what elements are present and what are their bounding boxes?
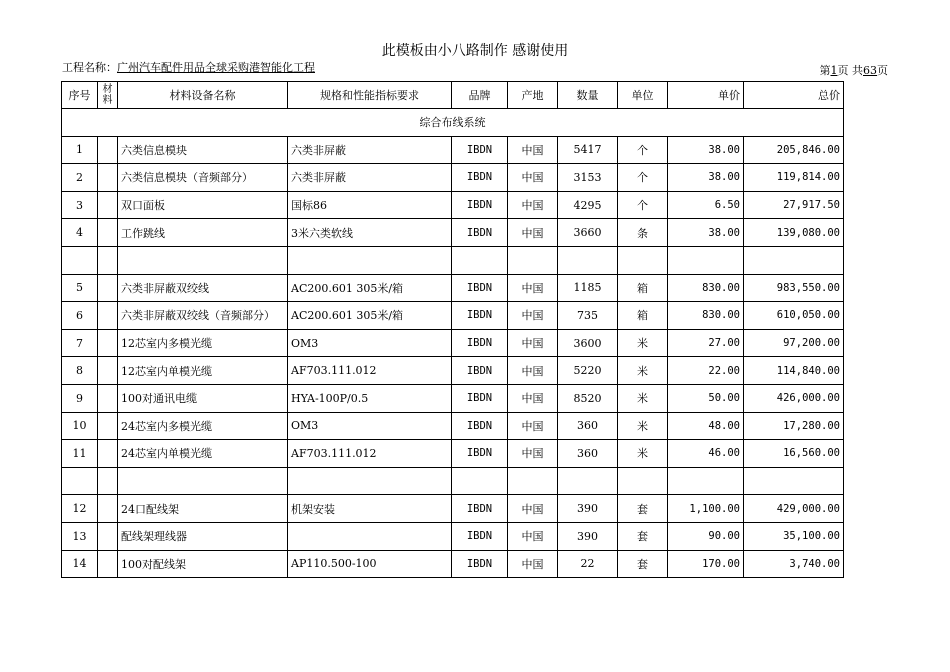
cell-qty: 360 bbox=[558, 440, 618, 468]
cell-name: 六类非屏蔽双绞线 bbox=[118, 274, 288, 302]
cell-unit-price: 830.00 bbox=[668, 302, 744, 330]
cell-spec bbox=[288, 246, 452, 274]
table-row bbox=[62, 522, 844, 550]
cell-total bbox=[744, 467, 844, 495]
cell-total bbox=[744, 246, 844, 274]
table-row bbox=[62, 164, 844, 192]
cell-material bbox=[98, 191, 118, 219]
header-qty: 数量 bbox=[558, 82, 618, 109]
section-row bbox=[62, 109, 844, 137]
cell-brand: IBDN bbox=[452, 191, 508, 219]
cell-name: 24口配线架 bbox=[118, 495, 288, 523]
cell-unit-price: 27.00 bbox=[668, 329, 744, 357]
header-name: 材料设备名称 bbox=[118, 82, 288, 109]
page-info bbox=[820, 62, 889, 78]
cell-seq: 10 bbox=[62, 412, 98, 440]
page-title: 此模板由小八路制作 感谢使用 bbox=[381, 43, 569, 59]
cell-name: 工作跳线 bbox=[118, 219, 288, 247]
cell-total: 17,280.00 bbox=[744, 412, 844, 440]
cell-material bbox=[98, 302, 118, 330]
cell-origin bbox=[508, 467, 558, 495]
cell-origin: 中国 bbox=[508, 274, 558, 302]
cell-unit-price bbox=[668, 246, 744, 274]
cell-unit: 米 bbox=[618, 357, 668, 385]
cell-origin: 中国 bbox=[508, 384, 558, 412]
cell-material bbox=[98, 550, 118, 578]
cell-origin: 中国 bbox=[508, 495, 558, 523]
cell-material bbox=[98, 467, 118, 495]
cell-origin: 中国 bbox=[508, 136, 558, 164]
cell-material bbox=[98, 329, 118, 357]
cell-unit: 箱 bbox=[618, 274, 668, 302]
table-row bbox=[62, 384, 844, 412]
cell-qty: 22 bbox=[558, 550, 618, 578]
cell-brand: IBDN bbox=[452, 136, 508, 164]
cell-seq bbox=[62, 246, 98, 274]
cell-total: 16,560.00 bbox=[744, 440, 844, 468]
cell-brand: IBDN bbox=[452, 329, 508, 357]
cell-qty: 360 bbox=[558, 412, 618, 440]
cell-name: 24芯室内多模光缆 bbox=[118, 412, 288, 440]
cell-material bbox=[98, 164, 118, 192]
cell-origin: 中国 bbox=[508, 219, 558, 247]
cell-seq: 1 bbox=[62, 136, 98, 164]
cell-name: 六类信息模块 bbox=[118, 136, 288, 164]
project-line bbox=[62, 59, 315, 75]
cell-seq: 14 bbox=[62, 550, 98, 578]
cell-name: 六类信息模块（音频部分） bbox=[118, 164, 288, 192]
cell-brand: IBDN bbox=[452, 522, 508, 550]
cell-total: 429,000.00 bbox=[744, 495, 844, 523]
cell-origin: 中国 bbox=[508, 550, 558, 578]
cell-spec: AF703.111.012 bbox=[288, 440, 452, 468]
cell-spec: HYA-100P/0.5 bbox=[288, 384, 452, 412]
cell-unit: 米 bbox=[618, 384, 668, 412]
cell-total: 114,840.00 bbox=[744, 357, 844, 385]
table-row bbox=[62, 357, 844, 385]
cell-unit: 套 bbox=[618, 550, 668, 578]
cell-brand bbox=[452, 467, 508, 495]
cell-qty: 5220 bbox=[558, 357, 618, 385]
cell-total: 35,100.00 bbox=[744, 522, 844, 550]
cell-spec bbox=[288, 522, 452, 550]
table-row bbox=[62, 246, 844, 274]
cell-name bbox=[118, 467, 288, 495]
cell-brand: IBDN bbox=[452, 274, 508, 302]
table-row bbox=[62, 219, 844, 247]
cell-material bbox=[98, 274, 118, 302]
cell-unit-price: 6.50 bbox=[668, 191, 744, 219]
cell-unit: 个 bbox=[618, 136, 668, 164]
cell-unit-price: 38.00 bbox=[668, 136, 744, 164]
cell-spec bbox=[288, 467, 452, 495]
page-middle: 页 共 bbox=[837, 64, 863, 77]
cell-brand: IBDN bbox=[452, 550, 508, 578]
header-material: 材料 bbox=[98, 82, 118, 109]
project-label: 工程名称： bbox=[62, 61, 117, 74]
cell-total: 3,740.00 bbox=[744, 550, 844, 578]
page-prefix: 第 bbox=[819, 64, 831, 77]
cell-seq: 4 bbox=[62, 219, 98, 247]
cell-seq: 6 bbox=[62, 302, 98, 330]
cell-spec: AC200.601 305米/箱 bbox=[288, 274, 452, 302]
cell-material bbox=[98, 357, 118, 385]
cell-unit bbox=[618, 467, 668, 495]
cell-unit: 个 bbox=[618, 191, 668, 219]
cell-total: 205,846.00 bbox=[744, 136, 844, 164]
cell-name: 12芯室内单模光缆 bbox=[118, 357, 288, 385]
cell-qty bbox=[558, 467, 618, 495]
cell-name: 12芯室内多模光缆 bbox=[118, 329, 288, 357]
cell-spec: 机架安装 bbox=[288, 495, 452, 523]
header-spec: 规格和性能指标要求 bbox=[288, 82, 452, 109]
cell-brand: IBDN bbox=[452, 357, 508, 385]
page-current: 1 bbox=[830, 64, 838, 77]
cell-seq: 7 bbox=[62, 329, 98, 357]
cell-qty: 8520 bbox=[558, 384, 618, 412]
cell-origin: 中国 bbox=[508, 522, 558, 550]
table-row bbox=[62, 412, 844, 440]
cell-unit-price: 46.00 bbox=[668, 440, 744, 468]
cell-spec: 六类非屏蔽 bbox=[288, 136, 452, 164]
cell-seq: 12 bbox=[62, 495, 98, 523]
cell-name: 100对配线架 bbox=[118, 550, 288, 578]
cell-spec: OM3 bbox=[288, 412, 452, 440]
cell-unit: 个 bbox=[618, 164, 668, 192]
cell-material bbox=[98, 136, 118, 164]
cell-unit: 米 bbox=[618, 412, 668, 440]
cell-qty: 735 bbox=[558, 302, 618, 330]
cell-unit-price: 90.00 bbox=[668, 522, 744, 550]
cell-total: 119,814.00 bbox=[744, 164, 844, 192]
cell-total: 426,000.00 bbox=[744, 384, 844, 412]
project-name: 广州汽车配件用品全球采购港智能化工程 bbox=[117, 61, 315, 74]
cell-qty bbox=[558, 246, 618, 274]
cell-brand: IBDN bbox=[452, 384, 508, 412]
table-row bbox=[62, 329, 844, 357]
cell-seq bbox=[62, 467, 98, 495]
cell-qty: 4295 bbox=[558, 191, 618, 219]
table-row bbox=[62, 467, 844, 495]
cell-spec: AC200.601 305米/箱 bbox=[288, 302, 452, 330]
cell-unit-price: 48.00 bbox=[668, 412, 744, 440]
cell-seq: 8 bbox=[62, 357, 98, 385]
cell-qty: 390 bbox=[558, 522, 618, 550]
cell-spec: OM3 bbox=[288, 329, 452, 357]
cell-material bbox=[98, 522, 118, 550]
cell-qty: 3600 bbox=[558, 329, 618, 357]
cell-qty: 3153 bbox=[558, 164, 618, 192]
cell-material bbox=[98, 384, 118, 412]
header-origin: 产地 bbox=[508, 82, 558, 109]
cell-brand bbox=[452, 246, 508, 274]
cell-origin: 中国 bbox=[508, 412, 558, 440]
cell-unit-price: 38.00 bbox=[668, 219, 744, 247]
cell-qty: 5417 bbox=[558, 136, 618, 164]
cell-seq: 9 bbox=[62, 384, 98, 412]
table-row bbox=[62, 550, 844, 578]
cell-spec: 3米六类软线 bbox=[288, 219, 452, 247]
cell-unit-price: 38.00 bbox=[668, 164, 744, 192]
cell-total: 97,200.00 bbox=[744, 329, 844, 357]
cell-unit: 套 bbox=[618, 522, 668, 550]
cell-seq: 13 bbox=[62, 522, 98, 550]
cell-origin bbox=[508, 246, 558, 274]
cell-unit: 条 bbox=[618, 219, 668, 247]
table-row bbox=[62, 274, 844, 302]
header-seq: 序号 bbox=[62, 82, 98, 109]
page-total: 63 bbox=[863, 64, 877, 77]
cell-unit-price: 1,100.00 bbox=[668, 495, 744, 523]
cell-brand: IBDN bbox=[452, 495, 508, 523]
header-brand: 品牌 bbox=[452, 82, 508, 109]
page-suffix: 页 bbox=[877, 64, 888, 77]
cell-unit-price: 50.00 bbox=[668, 384, 744, 412]
cell-unit: 米 bbox=[618, 440, 668, 468]
cell-unit: 套 bbox=[618, 495, 668, 523]
cell-unit-price: 830.00 bbox=[668, 274, 744, 302]
cell-seq: 5 bbox=[62, 274, 98, 302]
cell-qty: 390 bbox=[558, 495, 618, 523]
header-total: 总价 bbox=[744, 82, 844, 109]
cell-total: 610,050.00 bbox=[744, 302, 844, 330]
cell-spec: AF703.111.012 bbox=[288, 357, 452, 385]
cell-origin: 中国 bbox=[508, 302, 558, 330]
cell-spec: 六类非屏蔽 bbox=[288, 164, 452, 192]
cell-origin: 中国 bbox=[508, 357, 558, 385]
cell-unit-price bbox=[668, 467, 744, 495]
cell-brand: IBDN bbox=[452, 302, 508, 330]
cell-origin: 中国 bbox=[508, 440, 558, 468]
cell-brand: IBDN bbox=[452, 164, 508, 192]
table-header-row bbox=[62, 82, 844, 109]
header-unit-price: 单价 bbox=[668, 82, 744, 109]
cell-name: 配线架理线器 bbox=[118, 522, 288, 550]
cell-origin: 中国 bbox=[508, 191, 558, 219]
cell-total: 983,550.00 bbox=[744, 274, 844, 302]
cell-name: 六类非屏蔽双绞线（音频部分） bbox=[118, 302, 288, 330]
cell-material bbox=[98, 412, 118, 440]
cell-total: 139,080.00 bbox=[744, 219, 844, 247]
cell-unit-price: 170.00 bbox=[668, 550, 744, 578]
cell-brand: IBDN bbox=[452, 219, 508, 247]
cell-seq: 2 bbox=[62, 164, 98, 192]
cell-name: 双口面板 bbox=[118, 191, 288, 219]
cell-name: 100对通讯电缆 bbox=[118, 384, 288, 412]
cell-seq: 3 bbox=[62, 191, 98, 219]
table-row bbox=[62, 191, 844, 219]
cell-origin: 中国 bbox=[508, 164, 558, 192]
cell-seq: 11 bbox=[62, 440, 98, 468]
cell-unit-price: 22.00 bbox=[668, 357, 744, 385]
cell-unit bbox=[618, 246, 668, 274]
table-row bbox=[62, 302, 844, 330]
cell-qty: 1185 bbox=[558, 274, 618, 302]
cell-material bbox=[98, 219, 118, 247]
cell-spec: AP110.500-100 bbox=[288, 550, 452, 578]
cell-brand: IBDN bbox=[452, 412, 508, 440]
header-unit: 单位 bbox=[618, 82, 668, 109]
cell-name: 24芯室内单模光缆 bbox=[118, 440, 288, 468]
materials-table bbox=[61, 81, 844, 578]
cell-material bbox=[98, 495, 118, 523]
cell-material bbox=[98, 440, 118, 468]
table-row bbox=[62, 136, 844, 164]
cell-material bbox=[98, 246, 118, 274]
cell-brand: IBDN bbox=[452, 440, 508, 468]
table-row bbox=[62, 440, 844, 468]
cell-unit: 箱 bbox=[618, 302, 668, 330]
cell-qty: 3660 bbox=[558, 219, 618, 247]
table-row bbox=[62, 495, 844, 523]
cell-spec: 国标86 bbox=[288, 191, 452, 219]
cell-name bbox=[118, 246, 288, 274]
cell-total: 27,917.50 bbox=[744, 191, 844, 219]
cell-unit: 米 bbox=[618, 329, 668, 357]
cell-origin: 中国 bbox=[508, 329, 558, 357]
section-title: 综合布线系统 bbox=[62, 109, 844, 137]
